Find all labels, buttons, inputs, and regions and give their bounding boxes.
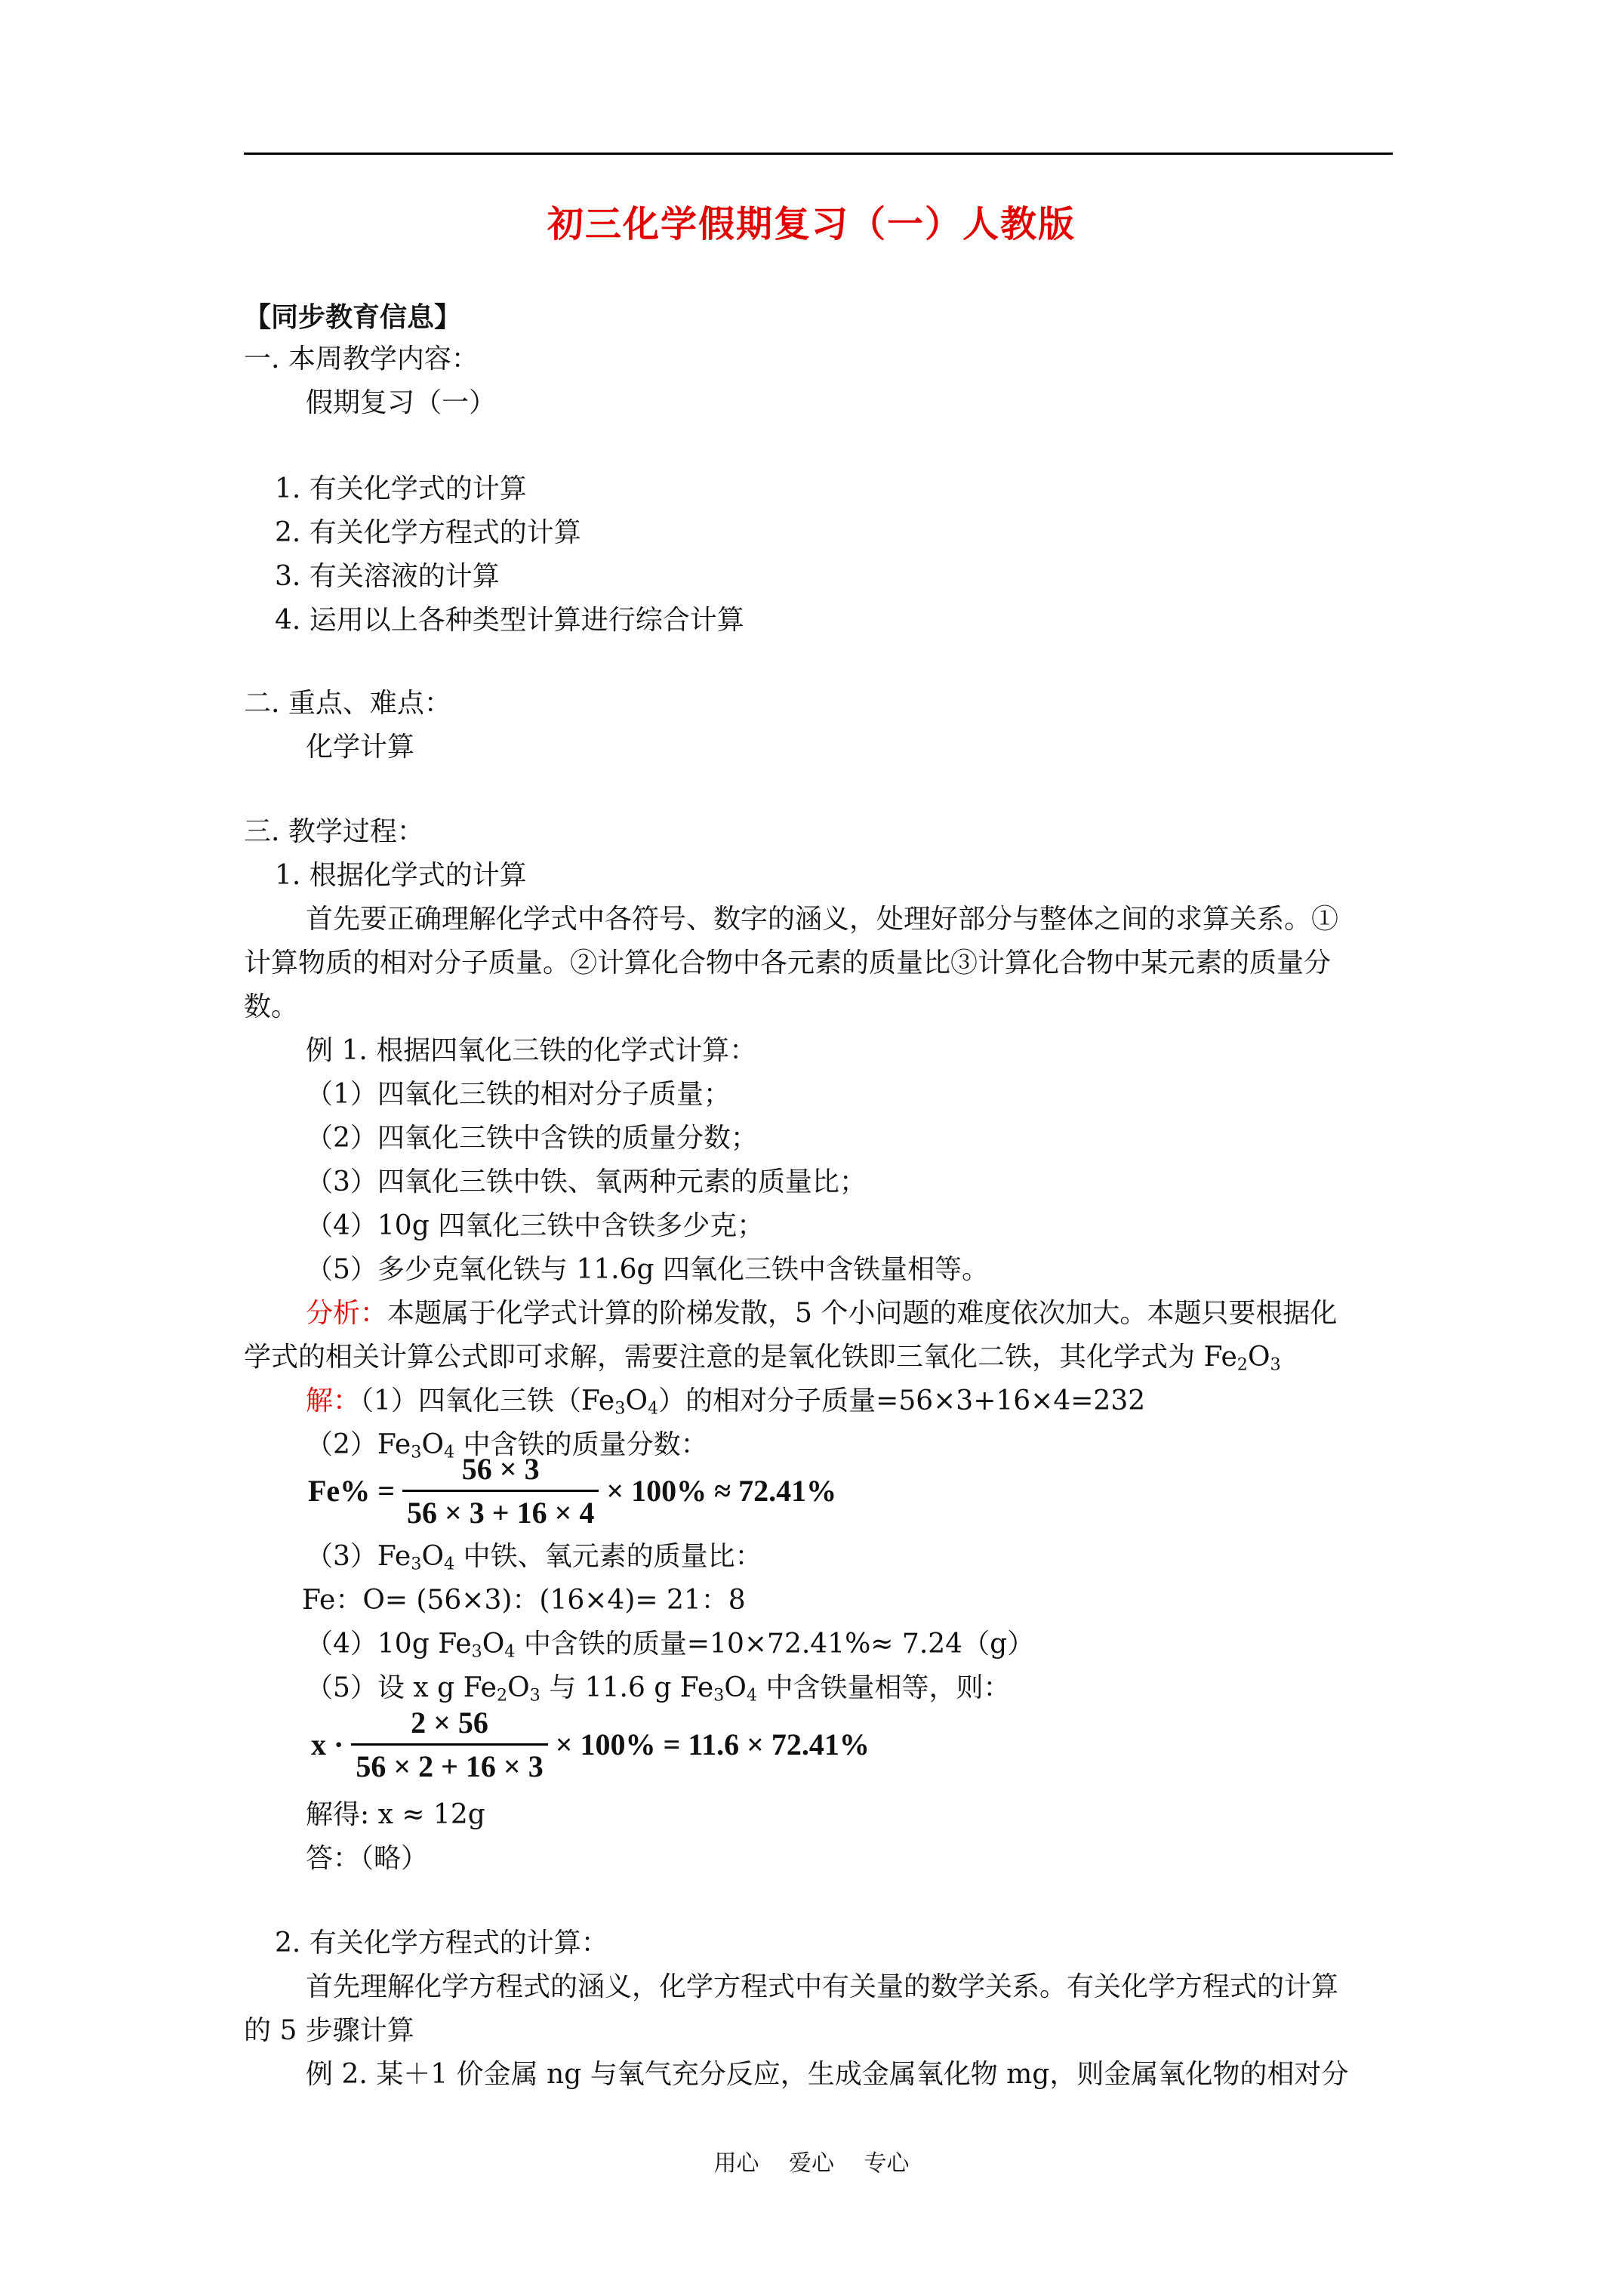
analysis-line: 学式的相关计算公式即可求解，需要注意的是氧化铁即三氧化二铁，其化学式为 $Fe_2O_3$ bbox=[244, 1342, 1281, 1375]
fraction: $\frac{56 \times 3}{56 \times 3 + 16 \times 4}$ bbox=[402, 1451, 599, 1530]
solution-label: 解： bbox=[306, 1385, 361, 1416]
solution-line: $(2)Fe_3O_4$ 中含铁的质量分数： bbox=[306, 1429, 708, 1462]
heading-process: 三. 教学过程： bbox=[244, 816, 424, 847]
section-info-heading: 【同步教育信息】 bbox=[244, 301, 462, 333]
solved-result: 解得: x ≈ 12g bbox=[306, 1799, 485, 1830]
question-item: （3）四氧化三铁中铁、氧两种元素的质量比； bbox=[306, 1166, 867, 1197]
example-1: 例 1. 根据四氧化三铁的化学式计算： bbox=[306, 1035, 757, 1066]
paragraph-line: 首先要正确理解化学式中各符号、数字的涵义，处理好部分与整体之间的求算关系。① bbox=[306, 904, 1339, 935]
list-item: 3. 有关溶液的计算 bbox=[275, 561, 500, 592]
solution-line: Fe：O= (56×3)：(16×4)= 21：8 bbox=[302, 1585, 746, 1616]
content-text: 假期复习（一） bbox=[306, 387, 497, 418]
question-item: （5）多少克氧化铁与 11.6g 四氧化三铁中含铁量相等。 bbox=[306, 1254, 989, 1285]
paragraph-line: 首先理解化学方程式的涵义，化学方程式中有关量的数学关系。有关化学方程式的计算 bbox=[306, 1971, 1339, 2002]
heading-content: 一. 本周教学内容： bbox=[244, 344, 479, 374]
paragraph-line: 的 5 步骤计算 bbox=[244, 2015, 414, 2046]
list-item: 2. 有关化学方程式的计算 bbox=[275, 517, 581, 548]
paragraph-line: 计算物质的相对分子质量。②计算化合物中各元素的质量比③计算化合物中某元素的质量分 bbox=[244, 948, 1332, 978]
page-title: 初三化学假期复习（一）人教版 bbox=[547, 203, 1076, 245]
solution-line: 解：（1）四氧化三铁$(Fe_3O_4)$的相对分子质量=56×3+16×4=232 bbox=[306, 1385, 1146, 1419]
list-item: 4. 运用以上各种类型计算进行综合计算 bbox=[275, 605, 744, 636]
subheading-formula-calc: 1. 根据化学式的计算 bbox=[275, 860, 527, 891]
analysis-label: 分析： bbox=[306, 1298, 388, 1329]
formula-iron-percent: Fe% = $\frac{56 \times 3}{56 \times 3 + 16 \times 4}$ × 100% ≈ 72.41% bbox=[308, 1452, 837, 1530]
solution-line: （4）10g $Fe_3O_4$ 中含铁的质量=10×72.41%≈ 7.24（g） bbox=[306, 1629, 1035, 1662]
analysis-line: 分析：本题属于化学式计算的阶梯发散，5 个小问题的难度依次加大。本题只要根据化 bbox=[306, 1298, 1338, 1329]
solution-line: $(3)Fe_3O_4$ 中铁、氧元素的质量比： bbox=[306, 1541, 762, 1574]
answer-line: 答：（略） bbox=[306, 1843, 429, 1874]
heading-keypoints: 二. 重点、难点： bbox=[244, 688, 451, 719]
paragraph-line: 数。 bbox=[244, 991, 299, 1022]
formula-equal-iron: x · $\frac{2 \times 56}{56 \times 2 + 16 \times 3}$ × 100% = 11.6 × 72.41% bbox=[311, 1706, 870, 1783]
header-rule bbox=[244, 153, 1393, 155]
subheading-equation-calc: 2. 有关化学方程式的计算： bbox=[275, 1928, 608, 1959]
list-item: 1. 有关化学式的计算 bbox=[275, 473, 527, 504]
page-footer: 用心 爱心 专心 bbox=[713, 2150, 910, 2177]
example-2: 例 2. 某＋1 价金属 ng 与氧气充分反应，生成金属氧化物 mg，则金属氧化物的相对分 bbox=[306, 2059, 1349, 2090]
question-item: （4）10g 四氧化三铁中含铁多少克； bbox=[306, 1210, 765, 1241]
question-item: （1）四氧化三铁的相对分子质量； bbox=[306, 1079, 731, 1110]
fraction: $\frac{2 \times 56}{56 \times 2 + 16 \times 3}$ bbox=[351, 1705, 547, 1784]
solution-line: （5）设 x g $Fe_2O_3$ 与 11.6 g $Fe_3O_4$ 中含铁量相等，则： bbox=[306, 1672, 1011, 1706]
keypoints-text: 化学计算 bbox=[306, 732, 415, 763]
question-item: （2）四氧化三铁中含铁的质量分数； bbox=[306, 1123, 758, 1154]
